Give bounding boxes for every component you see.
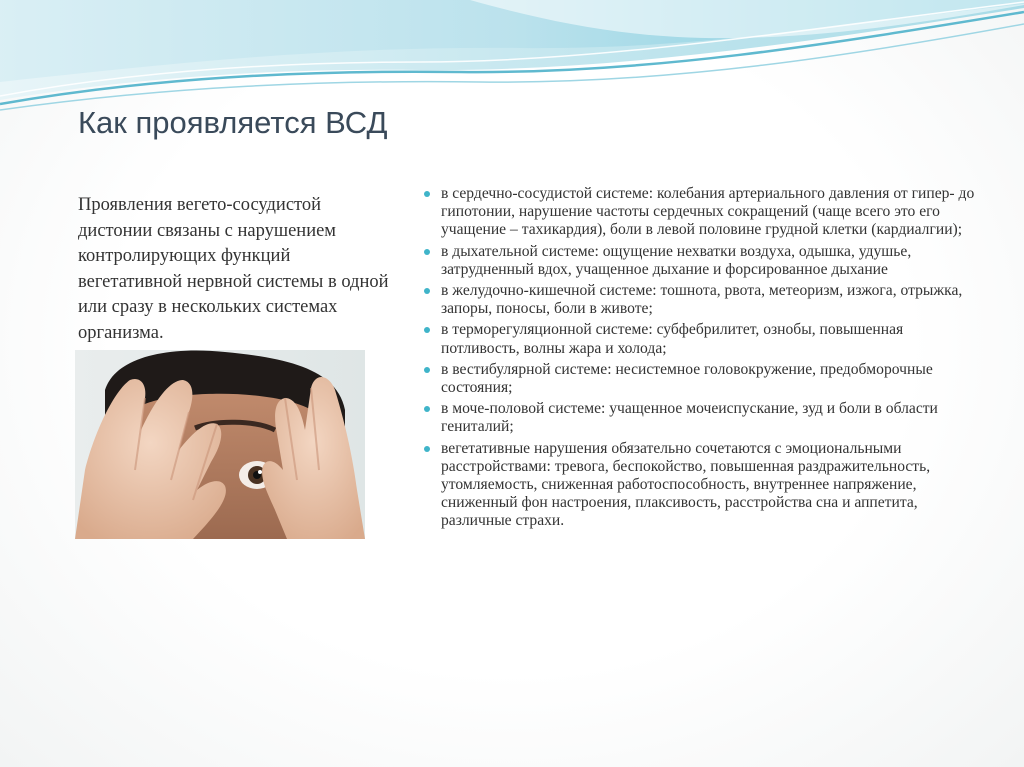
list-item-text: в вестибулярной системе: несистемное головокружение, предобморочные состояния;	[441, 360, 933, 397]
list-item-text: в моче-половой системе: учащенное мочеиспускание, зуд и боли в области гениталий;	[441, 400, 938, 436]
list-item-text: вегетативные нарушения обязательно сочетаются с эмоциональными расстройствами: тревога, беспокойство, повышенная раздражительность, утомляемость, сниженная работоспособность, внутреннее напряжение, сниженный фон настроения, плаксивость, расстройства сна и аппетита, различные страхи.	[441, 439, 931, 530]
hands-covering-face-icon	[75, 350, 365, 539]
list-item	[424, 185, 984, 240]
list-item	[424, 361, 984, 397]
list-item-text: в терморегуляционной системе: субфебрилитет, ознобы, повышенная потливость, волны жара и холода;	[441, 321, 904, 357]
bullet-icon	[424, 191, 430, 197]
list-item	[424, 243, 984, 279]
bullet-icon	[424, 288, 430, 294]
bullet-icon	[424, 249, 430, 255]
list-item	[424, 321, 984, 357]
symptoms-list	[424, 185, 984, 534]
face-photo	[75, 350, 365, 539]
intro-paragraph: Проявления вегето-сосудистой дистонии связаны с нарушением контролирующих функций вегетативной нервной системы в одной или сразу в нескольких системах организма.	[78, 195, 389, 343]
list-item	[424, 400, 984, 436]
bullet-icon	[424, 406, 430, 412]
list-item-text: в желудочно-кишечной системе: тошнота, рвота, метеоризм, изжога, отрыжка, запоры, поносы, боли в животе;	[441, 282, 963, 318]
list-item	[424, 440, 984, 531]
list-item	[424, 282, 984, 318]
bullet-icon	[424, 367, 430, 373]
bullet-icon	[424, 327, 430, 333]
slide-title: Как проявляется ВСД	[78, 105, 388, 140]
list-item-text: в дыхательной системе: ощущение нехватки воздуха, одышка, удушье, затрудненный вдох, учащенное дыхание и форсированное дыхание	[441, 242, 912, 278]
list-item-text: в сердечно-сосудистой системе: колебания артериального давления от гипер- до гипотонии, нарушение частоты сердечных сокращений (чаще всего это его учащение – тахикардия), боли в левой половине грудной клетки (кардиалгии);	[441, 185, 975, 239]
bullet-icon	[424, 446, 430, 452]
